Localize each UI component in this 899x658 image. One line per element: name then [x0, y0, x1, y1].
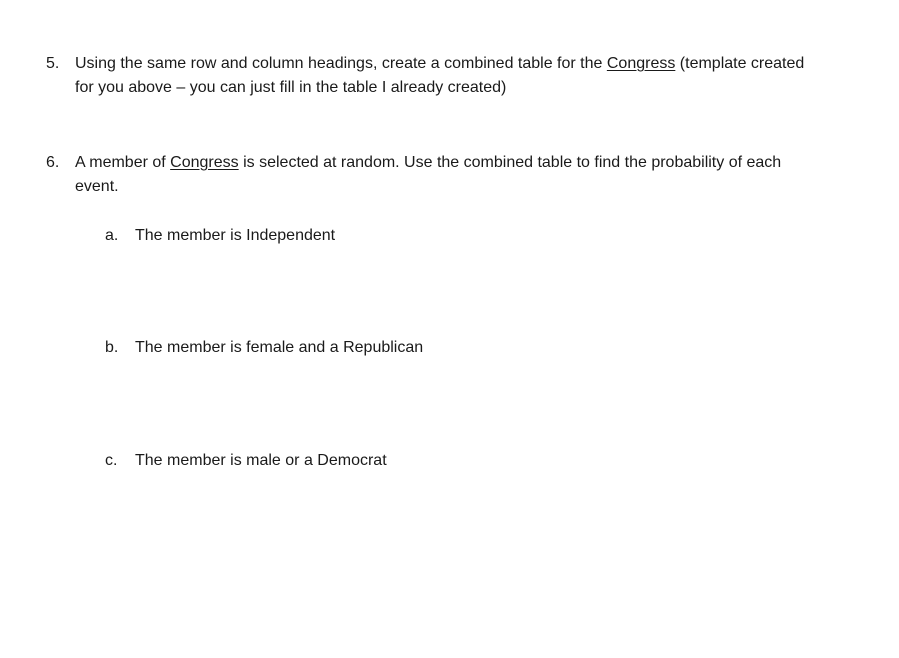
subquestion-text: The member is male or a Democrat [135, 452, 387, 469]
underlined-term: Congress [606, 55, 676, 72]
subquestion-text: The member is female and a Republican [135, 339, 424, 356]
subquestion-letter: a. [105, 227, 119, 244]
subquestion-a [105, 224, 805, 248]
subquestion-text: The member is Independent [135, 227, 336, 244]
subquestion-letter: b. [105, 339, 119, 356]
subquestion-c [105, 449, 805, 473]
question-5 [46, 52, 826, 100]
question-number: 6. [46, 154, 60, 171]
question-6 [46, 151, 826, 199]
subquestion-b [105, 336, 805, 360]
question-text: Using the same row and column headings, create a combined table for the Congress (template created for you above – you can just fill in the table I already created) [75, 55, 805, 96]
underlined-term: Congress [170, 154, 239, 171]
question-number: 5. [46, 55, 60, 72]
subquestion-letter: c. [105, 452, 118, 469]
question-text: A member of Congress is selected at random. Use the combined table to find the probability of each event. [75, 154, 782, 195]
